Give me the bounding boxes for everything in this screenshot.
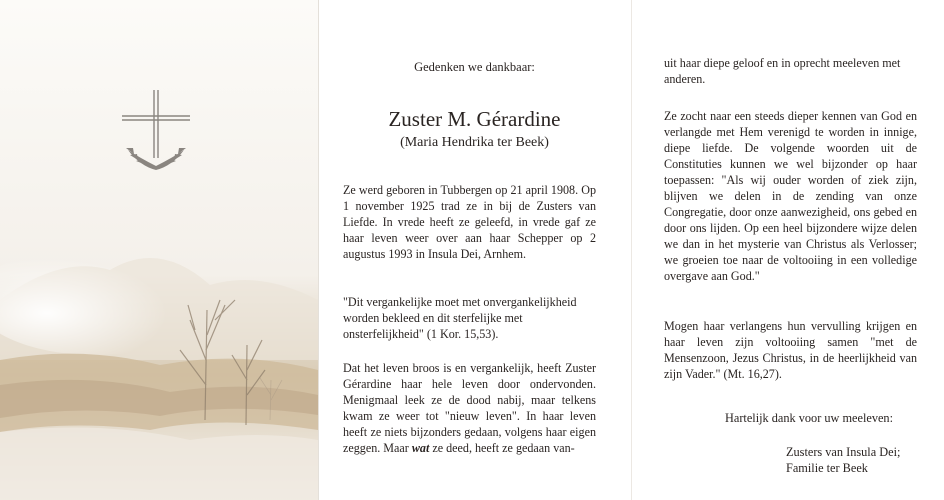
life-text-after: ze deed, heeft ze gedaan van- (429, 441, 575, 455)
signature-line: Zusters van Insula Dei; (786, 445, 901, 459)
cross-with-palm-branches-icon (110, 88, 200, 183)
faith-paragraph: uit haar diepe geloof en in oprecht meeleven met anderen. (664, 56, 901, 86)
signature-line: Familie ter Beek (786, 461, 868, 475)
fold-line (631, 0, 632, 500)
winter-tree-landscape (0, 0, 318, 500)
thanks-line: Hartelijk dank voor uw meeleven: (725, 411, 894, 425)
scripture-quote: "Dit vergankelijke moet met onvergankelijkheid worden bekleed en dit sterfelijke met onsterfelijkheid" (1 Kor. 15,53). (343, 295, 577, 341)
emphasis-word: wat (411, 441, 430, 455)
life-paragraph (343, 360, 596, 456)
intro-line: Gedenken we dankbaar: (414, 60, 535, 74)
constitution-paragraph: Ze zocht naar een steeds dieper kennen van God en verlangde met Hem verenigd te worden in innige, diepe liefde. De volgende woorden uit de Constituties kunnen we wel bijzonder op haar toepassen: "Als wij ouder worden of ziek zijn, blijven we delen in de zending van onze Congregatie, door onze aanwezigheid, ons gebed en door ons lijden. Op een heel bijzondere wijze delen we dan in het mysterie van Christus als Verlosser; we groeien toe naar de voltooiing in een volledige overgave aan God." (664, 109, 917, 283)
fold-line (318, 0, 319, 500)
closing-paragraph: Mogen haar verlangens hun vervulling krijgen en haar leven zijn voltooiing samen "met de Mensenzoon, Jezus Christus, in de heerlijkheid van zijn Vader." (Mt. 16,27). (664, 319, 917, 381)
left-image-panel (0, 0, 318, 500)
deceased-name: Zuster M. Gérardine (388, 107, 561, 131)
civil-name: (Maria Hendrika ter Beek) (400, 135, 549, 150)
biography-paragraph: Ze werd geboren in Tubbergen op 21 april 1908. Op 1 november 1925 trad ze in bij de Zusters van Liefde. In vrede heeft ze geleefd, in vrede gaf ze haar leven weer over aan haar Schepper op 2 augustus 1993 in Insula Dei, Arnhem. (343, 183, 596, 261)
life-text-before: Dat het leven broos is en vergankelijk, heeft Zuster Gérardine haar hele leven door ondervonden. Menigmaal leek ze de dood nabij, maar telkens kwam ze weer tot "nieuw leven". In haar leven heeft ze niets bijzonders gedaan, volgens haar eigen zeggen. Maar (343, 361, 596, 455)
